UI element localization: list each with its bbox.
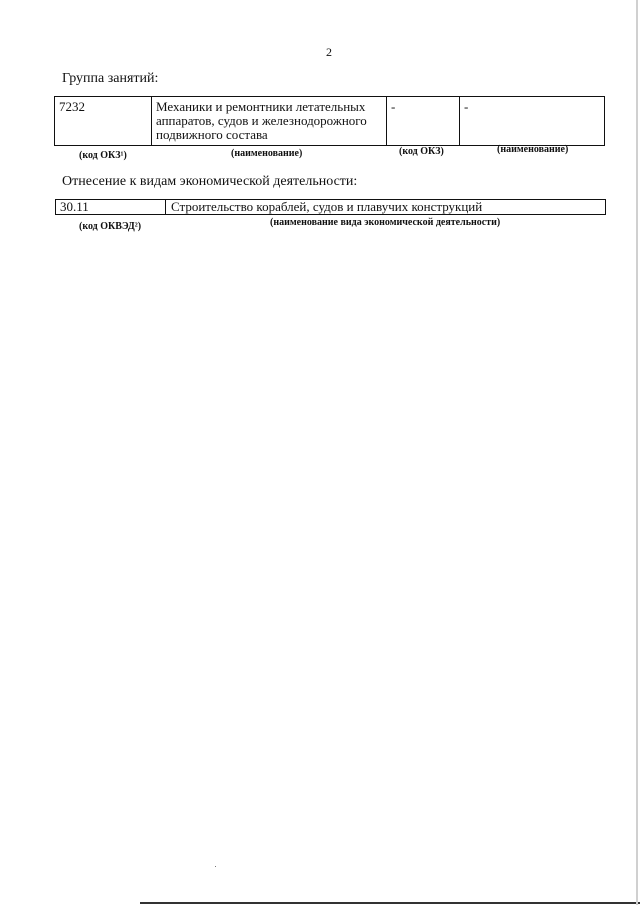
okz-name-line: Механики и ремонтники летательных <box>156 99 366 114</box>
scan-speck <box>215 866 216 867</box>
okved-name-caption: (наименование вида экономической деятельности) <box>270 217 501 228</box>
okz-name-caption: (наименование) <box>231 148 303 159</box>
okz-code-caption: (код ОКЗ¹) <box>79 150 127 161</box>
okz-code-cell: 7232 <box>55 97 152 146</box>
economic-activity-title: Отнесение к видам экономической деятельности: <box>62 174 358 189</box>
page-number: 2 <box>326 45 332 59</box>
okved-code-cell: 30.11 <box>56 200 166 214</box>
okz-table <box>54 96 605 146</box>
okz-name-line: аппаратов, судов и железнодорожного <box>156 113 367 128</box>
okz-name-line: подвижного состава <box>156 127 268 142</box>
okz-name-cell <box>152 97 387 146</box>
okved-code-caption: (код ОКВЭД²) <box>79 221 142 232</box>
okz-code2-caption: (код ОКЗ) <box>399 146 444 157</box>
scan-edge <box>636 0 638 905</box>
bottom-border <box>140 902 640 904</box>
occupation-group-title: Группа занятий: <box>62 71 159 86</box>
okz-code2-cell: - <box>387 97 460 146</box>
okved-name-cell: Строительство кораблей, судов и плавучих конструкций <box>171 199 483 214</box>
okz-name2-cell: - <box>460 97 605 146</box>
okz-name2-caption: (наименование) <box>497 144 569 155</box>
table-row <box>55 97 605 146</box>
okved-row <box>55 199 606 215</box>
